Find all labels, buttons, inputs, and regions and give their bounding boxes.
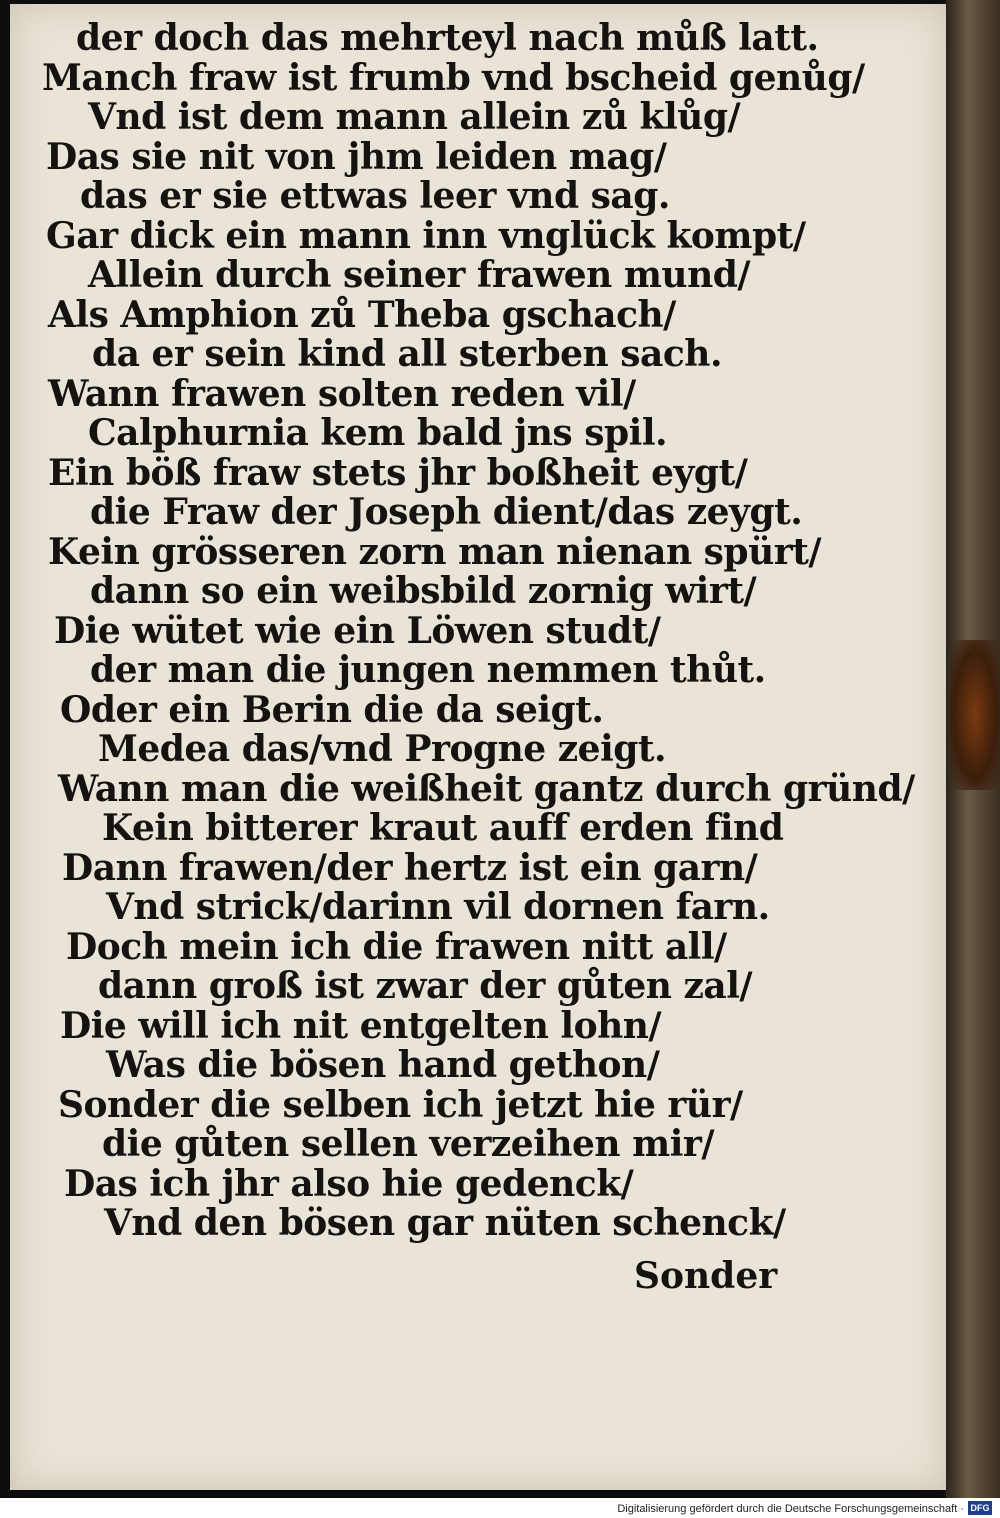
- dfg-logo: DFG: [968, 1501, 992, 1515]
- verse-line: Vnd strick/darinn vil dornen farn.: [106, 886, 770, 928]
- verse-line: Vnd den bösen gar nüten schenck/: [104, 1202, 786, 1244]
- verse-line: Das sie nit von jhm leiden mag/: [46, 135, 667, 178]
- verse-line: Calphurnia kem bald jns spil.: [88, 412, 668, 454]
- verse-line: Kein grösseren zorn man nienan spürt/: [48, 530, 822, 573]
- footer-credit: Digitalisierung gefördert durch die Deutsche Forschungsgemeinschaft ·: [617, 1503, 964, 1515]
- verse-line: Die wütet wie ein Löwen studt/: [54, 609, 661, 652]
- verse-line: Vnd ist dem mann allein zů klůg/: [88, 96, 741, 138]
- verse-line: Doch mein ich die frawen nitt all/: [66, 925, 727, 968]
- verse-line: dann so ein weibsbild zornig wirt/: [90, 570, 757, 612]
- verse-line: da er sein kind all sterben sach.: [92, 333, 722, 375]
- verse-line: Oder ein Berin die da seigt.: [60, 688, 604, 731]
- verse-line: Wann man die weißheit gantz durch gründ/: [58, 767, 915, 810]
- verse-line: Sonder die selben ich jetzt hie rür/: [58, 1083, 743, 1126]
- page: [10, 4, 946, 1490]
- verse-line: Gar dick ein mann inn vnglück kompt/: [46, 214, 806, 257]
- verse-line: Das ich jhr also hie gedenck/: [64, 1162, 634, 1205]
- verse-line: Die will ich nit entgelten lohn/: [60, 1004, 662, 1047]
- verse-line: der doch das mehrteyl nach můß latt.: [76, 17, 819, 59]
- verse-line: Was die bösen hand gethon/: [106, 1044, 660, 1086]
- verse-line: Manch fraw ist frumb vnd bscheid genůg/: [42, 56, 865, 99]
- verse-line: das er sie ettwas leer vnd sag.: [80, 175, 670, 217]
- edge-stain: [950, 640, 1000, 790]
- verse-line: Wann frawen solten reden vil/: [48, 372, 636, 415]
- verse-line: Allein durch seiner frawen mund/: [88, 254, 751, 296]
- verse-line: Dann frawen/der hertz ist ein garn/: [62, 846, 758, 889]
- verse-line: Medea das/vnd Progne zeigt.: [98, 728, 667, 770]
- verse-line: Als Amphion zů Theba gschach/: [48, 293, 676, 336]
- verse-line: Ein böß fraw stets jhr boßheit eygt/: [48, 451, 748, 494]
- verse-line: die Fraw der Joseph dient/das zeygt.: [90, 491, 803, 533]
- verse-line: dann groß ist zwar der gůten zal/: [98, 965, 753, 1007]
- verse-line: der man die jungen nemmen thůt.: [90, 649, 766, 691]
- catchword: Sonder: [634, 1255, 778, 1297]
- footer: [0, 1498, 1000, 1518]
- verse-line: die gůten sellen verzeihen mir/: [102, 1123, 714, 1165]
- verse-line: Kein bitterer kraut auff erden find: [102, 807, 784, 849]
